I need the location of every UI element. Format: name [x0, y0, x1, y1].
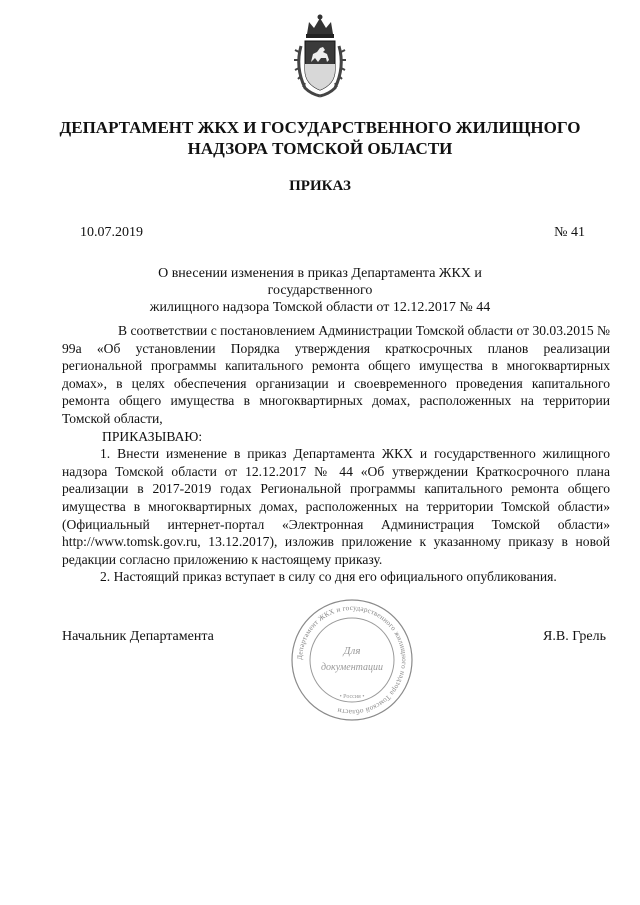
order-directive: ПРИКАЗЫВАЮ: — [102, 428, 203, 444]
order-item-1: 1. Внести изменение в приказ Департамента ЖКХ и государственного жилищного надзора Томской области от 12.12.2017 № 44 «Об утверждении Краткосрочного плана реализации в 2017-2019 годах Региональной программы капитального ремонта общего имущества в многоквартирных домах, расположенных на территории Томской области» (Официальный интернет-портал «Электронная Администрация Томской области» http://www.tomsk.gov.ru, 13.12.2017), изложив приложение к указанному приказу в новой редакции согласно приложению к настоящему приказу. — [62, 446, 610, 567]
order-subject-line1: О внесении изменения в приказ Департамента ЖКХ и государственного — [158, 266, 482, 298]
signatory-name: Я.В. Грель — [543, 629, 606, 644]
order-date: 10.07.2019 — [80, 225, 143, 240]
order-number: № 41 — [554, 225, 585, 240]
order-item-2: 2. Настоящий приказ вступает в силу со дня его официального опубликования. — [100, 569, 557, 585]
svg-text:• Россия •: • Россия • — [339, 694, 365, 700]
order-body — [62, 322, 610, 586]
document-type-heading: ПРИКАЗ — [289, 178, 351, 194]
order-subject — [120, 265, 520, 316]
preamble-paragraph: В соответствии с постановлением Администрации Томской области от 30.03.2015 № 99а «Об установлении Порядка утверждения краткосрочных планов реализации региональной программы капитального ремонта общего имущества в многоквартирных домах», в целях обеспечения организации и своевременного проведения капитального ремонта общего имущества в многоквартирных домах, расположенных на территории Томской области, — [62, 323, 610, 426]
department-title-line2: НАДЗОРА ТОМСКОЙ ОБЛАСТИ — [187, 139, 453, 158]
svg-text:Департамент ЖКХ и государствен: Департамент ЖКХ и государственного жилищного надзора Томской области — [295, 603, 409, 717]
department-title-line1: ДЕПАРТАМЕНТ ЖКХ И ГОСУДАРСТВЕННОГО ЖИЛИЩНОГО — [59, 118, 581, 137]
coat-of-arms-emblem — [293, 12, 347, 98]
signatory-position: Начальник Департамента — [62, 629, 214, 644]
svg-text:Для: Для — [343, 645, 361, 657]
department-title — [40, 117, 600, 159]
svg-text:документации: документации — [320, 662, 384, 673]
order-subject-line2: жилищного надзора Томской области от 12.12.2017 № 44 — [149, 300, 491, 315]
official-stamp — [290, 598, 414, 722]
